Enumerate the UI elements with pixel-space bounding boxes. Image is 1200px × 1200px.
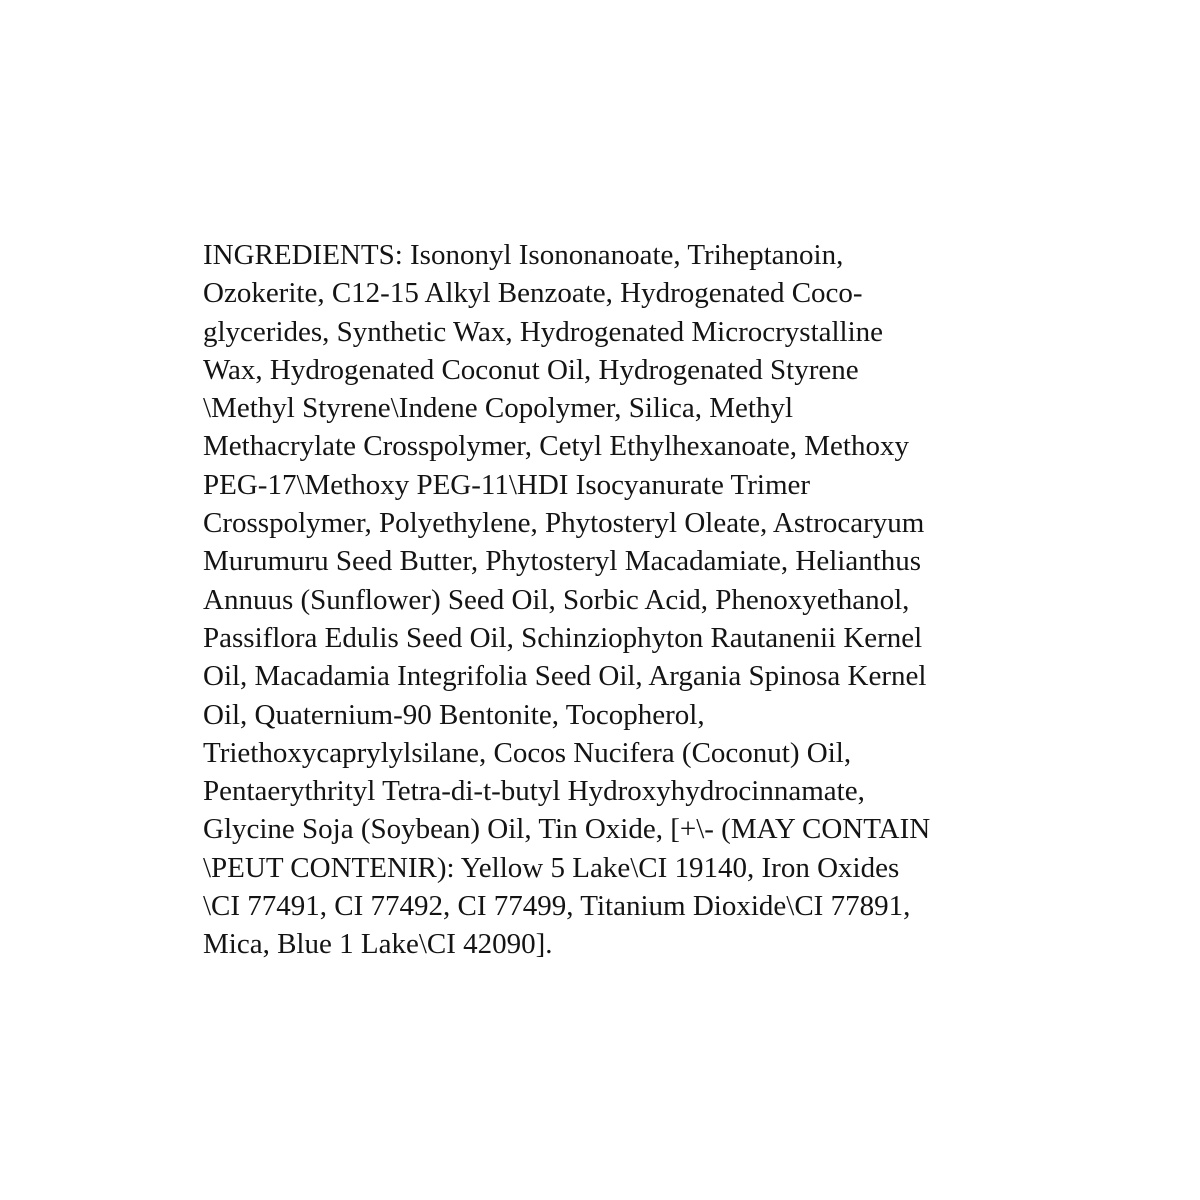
ingredients-line: INGREDIENTS: Isononyl Isononanoate, Triheptanoin, [203, 239, 844, 271]
ingredients-line: Murumuru Seed Butter, Phytosteryl Macadamiate, Helianthus [203, 545, 922, 578]
ingredients-line: PEG-17\Methoxy PEG-11\HDI Isocyanurate Trimer [203, 468, 811, 501]
ingredients-line: Annuus (Sunflower) Seed Oil, Sorbic Acid, Phenoxyethanol, [203, 583, 910, 616]
ingredients-line: Passiflora Edulis Seed Oil, Schinziophyton Rautanenii Kernel [203, 621, 923, 654]
ingredients-line: Triethoxycaprylylsilane, Cocos Nucifera (Coconut) Oil, [203, 736, 852, 769]
ingredients-line: Oil, Quaternium-90 Bentonite, Tocopherol, [203, 698, 705, 731]
ingredients-line: Mica, Blue 1 Lake\CI 42090]. [203, 928, 553, 961]
ingredients-line: Wax, Hydrogenated Coconut Oil, Hydrogenated Styrene [203, 353, 859, 386]
ingredients-line: Oil, Macadamia Integrifolia Seed Oil, Argania Spinosa Kernel [203, 660, 927, 693]
ingredients-line: Crosspolymer, Polyethylene, Phytosteryl Oleate, Astrocaryum [203, 507, 925, 540]
ingredients-line: \CI 77491, CI 77492, CI 77499, Titanium Dioxide\CI 77891, [203, 890, 911, 923]
ingredients-line: \PEUT CONTENIR): Yellow 5 Lake\CI 19140, Iron Oxides [203, 851, 900, 884]
ingredients-line: Methacrylate Crosspolymer, Cetyl Ethylhexanoate, Methoxy [203, 430, 909, 463]
ingredients-line: Ozokerite, C12-15 Alkyl Benzoate, Hydrogenated Coco- [203, 277, 863, 310]
ingredients-line: Pentaerythrityl Tetra-di-t-butyl Hydroxyhydrocinnamate, [203, 775, 865, 808]
ingredients-line: Glycine Soja (Soybean) Oil, Tin Oxide, [+\- (MAY CONTAIN [203, 813, 931, 846]
ingredients-line: \Methyl Styrene\Indene Copolymer, Silica, Methyl [203, 392, 794, 425]
ingredients-line: glycerides, Synthetic Wax, Hydrogenated Microcrystalline [203, 315, 884, 348]
ingredients-text-block [203, 236, 1103, 964]
